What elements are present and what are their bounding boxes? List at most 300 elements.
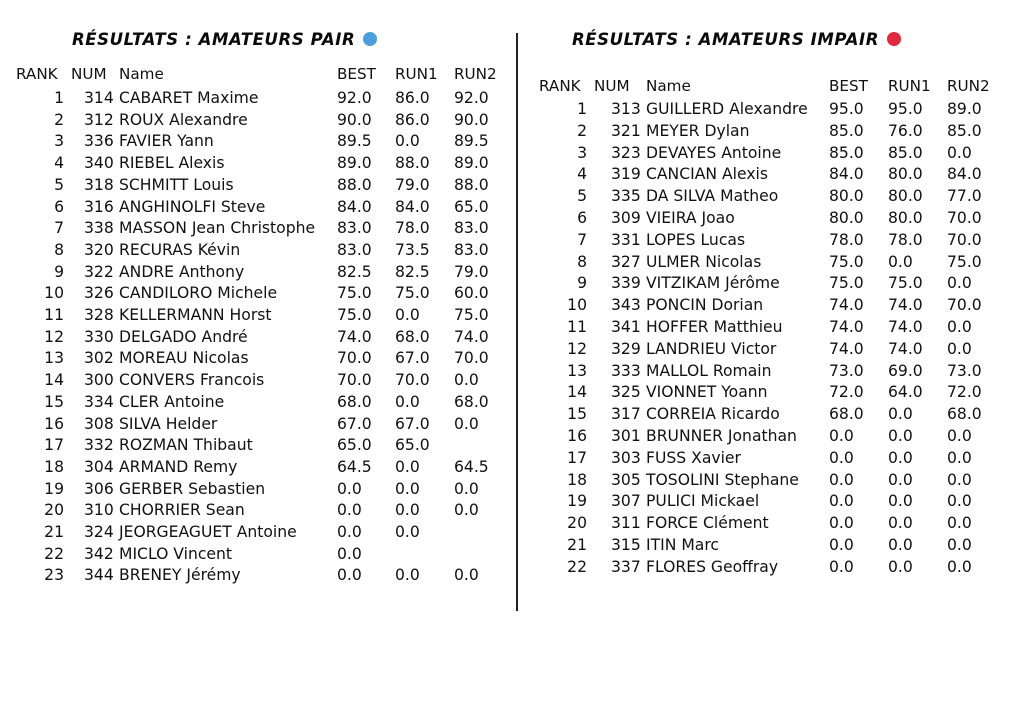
cell-run1: 0.0 bbox=[888, 492, 913, 511]
table-row bbox=[521, 164, 1024, 186]
cell-run1: 0.0 bbox=[395, 566, 420, 585]
cell-rank: 7 bbox=[54, 219, 64, 238]
cell-run2: 0.0 bbox=[454, 414, 479, 433]
cell-rank: 3 bbox=[577, 143, 587, 162]
table-row bbox=[521, 273, 1024, 295]
cell-rank: 21 bbox=[567, 536, 587, 554]
cell-rank: 12 bbox=[44, 327, 64, 346]
table-row bbox=[521, 404, 1024, 426]
cell-rank: 17 bbox=[567, 448, 587, 467]
cell-run1: 0.0 bbox=[888, 427, 913, 445]
cell-best: 75.0 bbox=[337, 306, 372, 324]
cell-name: TOSOLINI Stephane bbox=[646, 470, 799, 489]
table-row bbox=[521, 426, 1024, 448]
cell-name: CLER Antoine bbox=[119, 392, 225, 411]
table-row bbox=[521, 339, 1024, 361]
cell-rank: 13 bbox=[44, 349, 64, 368]
table-row bbox=[521, 491, 1024, 513]
cell-num: 342 bbox=[84, 544, 114, 563]
cell-name: JEORGEAGUET Antoine bbox=[119, 523, 297, 541]
table-row bbox=[0, 392, 515, 414]
blue-dot-icon bbox=[363, 32, 377, 46]
cell-run1: 82.5 bbox=[395, 262, 430, 281]
header-name: Name bbox=[646, 77, 691, 95]
table-row bbox=[521, 295, 1024, 317]
cell-num: 330 bbox=[84, 327, 114, 346]
cell-name: CHORRIER Sean bbox=[119, 501, 245, 520]
cell-rank: 9 bbox=[54, 262, 64, 281]
table-row bbox=[521, 513, 1024, 535]
cell-run1: 0.0 bbox=[395, 392, 420, 411]
cell-run1: 0.0 bbox=[395, 132, 420, 151]
cell-num: 318 bbox=[84, 175, 114, 194]
cell-run2: 73.0 bbox=[947, 361, 982, 380]
cell-run2: 0.0 bbox=[947, 274, 972, 293]
cell-run1: 86.0 bbox=[395, 110, 430, 129]
cell-name: GERBER Sebastien bbox=[119, 479, 266, 498]
cell-num: 344 bbox=[84, 566, 114, 585]
cell-run1: 64.0 bbox=[888, 383, 923, 402]
cell-name: VIEIRA Joao bbox=[646, 209, 735, 227]
results-title-impair-text: RÉSULTATS : AMATEURS IMPAIR bbox=[572, 30, 880, 49]
cell-num: 337 bbox=[611, 557, 641, 576]
cell-rank: 16 bbox=[44, 414, 64, 433]
header-num: NUM bbox=[594, 77, 630, 95]
cell-run1: 0.0 bbox=[888, 470, 913, 489]
cell-run2: 85.0 bbox=[947, 121, 982, 140]
cell-best: 70.0 bbox=[337, 349, 372, 368]
cell-run2: 89.0 bbox=[454, 154, 489, 173]
cell-rank: 5 bbox=[577, 187, 587, 206]
cell-run1: 75.0 bbox=[888, 274, 923, 293]
cell-name: ROUX Alexandre bbox=[119, 110, 248, 129]
cell-rank: 9 bbox=[577, 274, 587, 293]
cell-num: 310 bbox=[84, 501, 114, 520]
cell-num: 320 bbox=[84, 240, 114, 259]
cell-name: KELLERMANN Horst bbox=[119, 306, 272, 324]
cell-rank: 12 bbox=[567, 339, 587, 358]
cell-name: DA SILVA Matheo bbox=[646, 187, 779, 206]
cell-num: 308 bbox=[84, 414, 114, 433]
table-row bbox=[0, 327, 515, 349]
cell-best: 0.0 bbox=[829, 427, 854, 445]
cell-run1: 67.0 bbox=[395, 349, 430, 368]
header-num: NUM bbox=[71, 65, 107, 83]
results-title-pair bbox=[72, 30, 377, 49]
cell-run1: 88.0 bbox=[395, 154, 430, 173]
cell-best: 82.5 bbox=[337, 262, 372, 281]
cell-rank: 1 bbox=[577, 100, 587, 118]
cell-best: 89.5 bbox=[337, 132, 372, 151]
cell-best: 83.0 bbox=[337, 219, 372, 238]
cell-name: LOPES Lucas bbox=[646, 230, 746, 249]
cell-run2: 79.0 bbox=[454, 262, 489, 281]
cell-name: GUILLERD Alexandre bbox=[646, 100, 808, 118]
table-row bbox=[0, 131, 515, 153]
cell-run2: 75.0 bbox=[454, 306, 489, 324]
cell-run1: 65.0 bbox=[395, 436, 430, 455]
cell-run2: 0.0 bbox=[947, 470, 972, 489]
cell-rank: 5 bbox=[54, 175, 64, 194]
cell-best: 85.0 bbox=[829, 121, 864, 140]
cell-best: 95.0 bbox=[829, 100, 864, 118]
cell-num: 314 bbox=[84, 89, 114, 107]
cell-name: ANDRE Anthony bbox=[119, 262, 245, 281]
cell-run1: 0.0 bbox=[395, 479, 420, 498]
cell-best: 0.0 bbox=[337, 544, 362, 563]
cell-rank: 8 bbox=[54, 240, 64, 259]
cell-best: 0.0 bbox=[337, 566, 362, 585]
cell-run1: 78.0 bbox=[888, 230, 923, 249]
cell-name: RIEBEL Alexis bbox=[119, 154, 225, 173]
cell-name: ARMAND Remy bbox=[119, 457, 238, 476]
cell-num: 317 bbox=[611, 405, 641, 424]
cell-num: 315 bbox=[611, 536, 641, 554]
cell-rank: 18 bbox=[567, 470, 587, 489]
cell-run1: 80.0 bbox=[888, 187, 923, 206]
cell-best: 0.0 bbox=[829, 536, 854, 554]
cell-best: 80.0 bbox=[829, 187, 864, 206]
cell-num: 329 bbox=[611, 339, 641, 358]
cell-best: 0.0 bbox=[337, 523, 362, 541]
cell-run2: 0.0 bbox=[454, 501, 479, 520]
cell-name: CONVERS Francois bbox=[119, 371, 265, 390]
cell-num: 302 bbox=[84, 349, 114, 368]
cell-run2: 65.0 bbox=[454, 197, 489, 216]
table-row bbox=[0, 110, 515, 132]
cell-name: DELGADO André bbox=[119, 327, 248, 346]
header-best: BEST bbox=[829, 77, 868, 95]
cell-best: 68.0 bbox=[829, 405, 864, 424]
cell-run1: 69.0 bbox=[888, 361, 923, 380]
cell-name: RECURAS Kévin bbox=[119, 240, 241, 259]
cell-num: 331 bbox=[611, 230, 641, 249]
cell-name: DEVAYES Antoine bbox=[646, 143, 782, 162]
cell-num: 301 bbox=[611, 427, 641, 445]
cell-rank: 20 bbox=[44, 501, 64, 520]
cell-run2: 70.0 bbox=[947, 209, 982, 227]
table-row bbox=[521, 557, 1024, 579]
cell-run2: 0.0 bbox=[947, 514, 972, 533]
cell-num: 333 bbox=[611, 361, 641, 380]
cell-rank: 19 bbox=[567, 492, 587, 511]
cell-rank: 23 bbox=[44, 566, 64, 585]
cell-num: 326 bbox=[84, 284, 114, 303]
cell-rank: 21 bbox=[44, 523, 64, 541]
cell-rank: 11 bbox=[44, 306, 64, 324]
cell-rank: 7 bbox=[577, 230, 587, 249]
table-row bbox=[0, 262, 515, 284]
cell-num: 312 bbox=[84, 110, 114, 129]
cell-name: ULMER Nicolas bbox=[646, 252, 762, 271]
cell-best: 89.0 bbox=[337, 154, 372, 173]
table-row bbox=[0, 370, 515, 392]
cell-run2: 83.0 bbox=[454, 219, 489, 238]
cell-rank: 10 bbox=[567, 296, 587, 315]
table-row bbox=[521, 252, 1024, 274]
table-row bbox=[0, 153, 515, 175]
table-row bbox=[0, 305, 515, 327]
cell-best: 80.0 bbox=[829, 209, 864, 227]
cell-name: MOREAU Nicolas bbox=[119, 349, 249, 368]
cell-num: 324 bbox=[84, 523, 114, 541]
cell-run1: 68.0 bbox=[395, 327, 430, 346]
cell-run2: 88.0 bbox=[454, 175, 489, 194]
cell-rank: 15 bbox=[567, 405, 587, 424]
cell-num: 328 bbox=[84, 306, 114, 324]
cell-run2: 0.0 bbox=[454, 566, 479, 585]
table-row bbox=[0, 565, 515, 587]
cell-best: 78.0 bbox=[829, 230, 864, 249]
cell-rank: 11 bbox=[567, 318, 587, 336]
cell-rank: 4 bbox=[54, 154, 64, 173]
cell-run1: 0.0 bbox=[888, 252, 913, 271]
table-row bbox=[521, 535, 1024, 557]
header-rank: RANK bbox=[539, 77, 581, 95]
header-rank: RANK bbox=[16, 65, 58, 83]
cell-run2: 70.0 bbox=[454, 349, 489, 368]
cell-run1: 75.0 bbox=[395, 284, 430, 303]
header-run2: RUN2 bbox=[454, 65, 497, 83]
cell-run1: 0.0 bbox=[888, 536, 913, 554]
cell-num: 338 bbox=[84, 219, 114, 238]
cell-rank: 4 bbox=[577, 165, 587, 184]
cell-best: 72.0 bbox=[829, 383, 864, 402]
cell-run2: 0.0 bbox=[454, 371, 479, 390]
cell-run2: 77.0 bbox=[947, 187, 982, 206]
cell-rank: 14 bbox=[567, 383, 587, 402]
cell-run1: 0.0 bbox=[888, 514, 913, 533]
cell-best: 84.0 bbox=[829, 165, 864, 184]
cell-num: 303 bbox=[611, 448, 641, 467]
cell-best: 74.0 bbox=[829, 296, 864, 315]
table-row bbox=[521, 186, 1024, 208]
cell-best: 0.0 bbox=[337, 479, 362, 498]
cell-num: 339 bbox=[611, 274, 641, 293]
cell-num: 300 bbox=[84, 371, 114, 390]
cell-name: SCHMITT Louis bbox=[119, 175, 234, 194]
results-title-impair bbox=[572, 30, 901, 49]
cell-best: 0.0 bbox=[337, 501, 362, 520]
table-row bbox=[0, 544, 515, 566]
header-run1: RUN1 bbox=[395, 65, 438, 83]
cell-run1: 74.0 bbox=[888, 296, 923, 315]
table-header bbox=[521, 76, 1024, 98]
cell-name: CABARET Maxime bbox=[119, 89, 259, 107]
cell-best: 84.0 bbox=[337, 197, 372, 216]
table-row bbox=[0, 457, 515, 479]
cell-rank: 3 bbox=[54, 132, 64, 151]
cell-rank: 22 bbox=[44, 544, 64, 563]
cell-name: MALLOL Romain bbox=[646, 361, 772, 380]
table-row bbox=[521, 99, 1024, 121]
cell-rank: 6 bbox=[54, 197, 64, 216]
cell-best: 67.0 bbox=[337, 414, 372, 433]
header-run1: RUN1 bbox=[888, 77, 931, 95]
cell-best: 0.0 bbox=[829, 514, 854, 533]
table-row bbox=[521, 208, 1024, 230]
cell-run2: 0.0 bbox=[947, 492, 972, 511]
table-row bbox=[0, 479, 515, 501]
cell-run1: 0.0 bbox=[888, 405, 913, 424]
cell-num: 323 bbox=[611, 143, 641, 162]
cell-name: MASSON Jean Christophe bbox=[119, 219, 316, 238]
cell-num: 322 bbox=[84, 262, 114, 281]
cell-run1: 74.0 bbox=[888, 339, 923, 358]
cell-run2: 83.0 bbox=[454, 240, 489, 259]
cell-best: 85.0 bbox=[829, 143, 864, 162]
column-divider bbox=[516, 33, 518, 611]
cell-rank: 13 bbox=[567, 361, 587, 380]
cell-best: 74.0 bbox=[829, 339, 864, 358]
cell-num: 321 bbox=[611, 121, 641, 140]
cell-best: 83.0 bbox=[337, 240, 372, 259]
cell-run2: 89.5 bbox=[454, 132, 489, 151]
cell-name: HOFFER Matthieu bbox=[646, 318, 783, 336]
table-row bbox=[521, 317, 1024, 339]
cell-rank: 17 bbox=[44, 436, 64, 455]
cell-name: SILVA Helder bbox=[119, 414, 218, 433]
cell-best: 65.0 bbox=[337, 436, 372, 455]
cell-rank: 15 bbox=[44, 392, 64, 411]
cell-rank: 6 bbox=[577, 209, 587, 227]
cell-best: 75.0 bbox=[829, 252, 864, 271]
cell-num: 327 bbox=[611, 252, 641, 271]
cell-run1: 0.0 bbox=[888, 557, 913, 576]
cell-run2: 0.0 bbox=[947, 448, 972, 467]
cell-best: 73.0 bbox=[829, 361, 864, 380]
cell-num: 304 bbox=[84, 457, 114, 476]
cell-rank: 22 bbox=[567, 557, 587, 576]
cell-run2: 84.0 bbox=[947, 165, 982, 184]
cell-best: 92.0 bbox=[337, 89, 372, 107]
table-header bbox=[0, 64, 515, 86]
cell-run1: 70.0 bbox=[395, 371, 430, 390]
cell-run2: 74.0 bbox=[454, 327, 489, 346]
cell-num: 332 bbox=[84, 436, 114, 455]
cell-run1: 80.0 bbox=[888, 165, 923, 184]
cell-best: 0.0 bbox=[829, 557, 854, 576]
table-row bbox=[0, 500, 515, 522]
cell-rank: 20 bbox=[567, 514, 587, 533]
cell-best: 75.0 bbox=[829, 274, 864, 293]
table-row bbox=[521, 121, 1024, 143]
cell-best: 90.0 bbox=[337, 110, 372, 129]
cell-best: 68.0 bbox=[337, 392, 372, 411]
cell-run2: 70.0 bbox=[947, 296, 982, 315]
cell-run2: 92.0 bbox=[454, 89, 489, 107]
cell-best: 0.0 bbox=[829, 448, 854, 467]
cell-num: 341 bbox=[611, 318, 641, 336]
cell-run2: 72.0 bbox=[947, 383, 982, 402]
cell-num: 335 bbox=[611, 187, 641, 206]
cell-run1: 95.0 bbox=[888, 100, 923, 118]
cell-num: 319 bbox=[611, 165, 641, 184]
header-name: Name bbox=[119, 65, 164, 83]
table-row bbox=[521, 230, 1024, 252]
cell-best: 88.0 bbox=[337, 175, 372, 194]
cell-num: 309 bbox=[611, 209, 641, 227]
header-best: BEST bbox=[337, 65, 376, 83]
cell-run2: 0.0 bbox=[454, 479, 479, 498]
cell-name: MICLO Vincent bbox=[119, 544, 233, 563]
cell-rank: 18 bbox=[44, 457, 64, 476]
cell-run2: 60.0 bbox=[454, 284, 489, 303]
table-row bbox=[521, 448, 1024, 470]
cell-num: 316 bbox=[84, 197, 114, 216]
cell-name: ROZMAN Thibaut bbox=[119, 436, 253, 455]
cell-best: 0.0 bbox=[829, 492, 854, 511]
table-row bbox=[521, 143, 1024, 165]
cell-run1: 79.0 bbox=[395, 175, 430, 194]
cell-run1: 0.0 bbox=[395, 523, 420, 541]
table-row bbox=[521, 470, 1024, 492]
table-row bbox=[521, 361, 1024, 383]
cell-run2: 0.0 bbox=[947, 536, 972, 554]
table-row bbox=[0, 88, 515, 110]
cell-rank: 2 bbox=[54, 110, 64, 129]
table-row bbox=[0, 240, 515, 262]
cell-name: FUSS Xavier bbox=[646, 448, 741, 467]
cell-run1: 0.0 bbox=[888, 448, 913, 467]
cell-rank: 1 bbox=[54, 89, 64, 107]
cell-run2: 68.0 bbox=[947, 405, 982, 424]
table-row bbox=[0, 414, 515, 436]
cell-run1: 0.0 bbox=[395, 306, 420, 324]
cell-name: PULICI Mickael bbox=[646, 492, 760, 511]
cell-num: 336 bbox=[84, 132, 114, 151]
cell-run1: 73.5 bbox=[395, 240, 430, 259]
cell-rank: 14 bbox=[44, 371, 64, 390]
cell-name: BRENEY Jérémy bbox=[119, 566, 241, 585]
cell-num: 311 bbox=[611, 514, 641, 533]
cell-run2: 64.5 bbox=[454, 457, 489, 476]
cell-num: 306 bbox=[84, 479, 114, 498]
table-row bbox=[0, 435, 515, 457]
cell-best: 75.0 bbox=[337, 284, 372, 303]
cell-name: VIONNET Yoann bbox=[646, 383, 768, 402]
cell-rank: 19 bbox=[44, 479, 64, 498]
table-row bbox=[0, 175, 515, 197]
cell-run1: 74.0 bbox=[888, 318, 923, 336]
cell-name: CANDILORO Michele bbox=[119, 284, 278, 303]
cell-run2: 0.0 bbox=[947, 143, 972, 162]
cell-name: ANGHINOLFI Steve bbox=[119, 197, 266, 216]
table-row bbox=[521, 382, 1024, 404]
cell-run2: 89.0 bbox=[947, 100, 982, 118]
cell-num: 305 bbox=[611, 470, 641, 489]
cell-name: CORREIA Ricardo bbox=[646, 405, 780, 424]
cell-name: VITZIKAM Jérôme bbox=[646, 274, 780, 293]
cell-name: CANCIAN Alexis bbox=[646, 165, 769, 184]
cell-num: 325 bbox=[611, 383, 641, 402]
cell-run1: 86.0 bbox=[395, 89, 430, 107]
red-dot-icon bbox=[887, 32, 901, 46]
cell-best: 74.0 bbox=[829, 318, 864, 336]
cell-run2: 0.0 bbox=[947, 318, 972, 336]
cell-num: 313 bbox=[611, 100, 641, 118]
table-row bbox=[0, 197, 515, 219]
cell-name: PONCIN Dorian bbox=[646, 296, 764, 315]
table-row bbox=[0, 218, 515, 240]
cell-rank: 16 bbox=[567, 427, 587, 445]
cell-name: ITIN Marc bbox=[646, 536, 719, 554]
cell-run2: 0.0 bbox=[947, 557, 972, 576]
cell-run1: 0.0 bbox=[395, 457, 420, 476]
cell-run2: 90.0 bbox=[454, 110, 489, 129]
cell-name: FORCE Clément bbox=[646, 514, 769, 533]
cell-num: 340 bbox=[84, 154, 114, 173]
